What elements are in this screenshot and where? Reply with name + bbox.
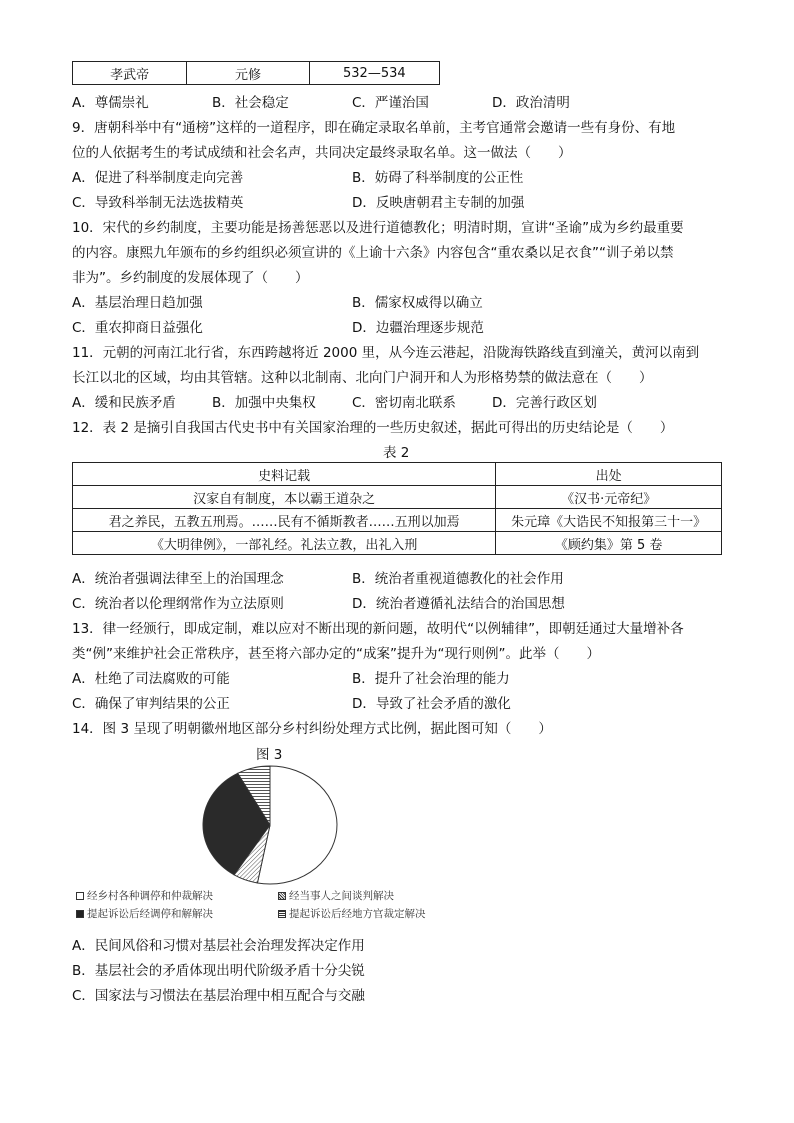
legend-swatch-hatched — [278, 892, 286, 900]
q9-option-b: B．妨碍了科举制度的公正性 — [352, 170, 524, 186]
q13-option-d: D．导致了社会矛盾的激化 — [352, 696, 511, 712]
q10-stem-line-1: 10．宋代的乡约制度，主要功能是扬善惩恶以及进行道德教化；明清时期，宣讲“圣谕”成为乡约最重要 — [72, 220, 684, 236]
history-table — [72, 462, 722, 555]
q14-option-b: B．基层社会的矛盾体现出明代阶级矛盾十分尖锐 — [72, 963, 365, 979]
legend-item-4: 提起诉讼后经地方官裁定解决 — [278, 906, 426, 921]
q12-option-d: D．统治者遵循礼法结合的治国思想 — [352, 596, 565, 612]
q8-option-c: C．严谨治国 — [352, 95, 429, 111]
legend-item-2: 经当事人之间谈判解决 — [278, 888, 394, 903]
table-row — [73, 509, 722, 532]
q12-option-c: C．统治者以伦理纲常作为立法原则 — [72, 596, 284, 612]
table-row — [73, 62, 440, 85]
q10-option-a: A．基层治理日趋加强 — [72, 295, 203, 311]
q11-option-c: C．密切南北联系 — [352, 395, 456, 411]
q12-option-b: B．统治者重视道德教化的社会作用 — [352, 571, 564, 587]
q10-stem-line-3: 非为”。乡约制度的发展体现了（ ） — [72, 270, 309, 286]
q8-option-d: D．政治清明 — [492, 95, 570, 111]
q10-stem-line-2: 的内容。康熙九年颁布的乡约组织必须宣讲的《上谕十六条》内容包含“重农桑以足衣食”“训子弟以禁 — [72, 245, 674, 261]
q14-option-c: C．国家法与习惯法在基层治理中相互配合与交融 — [72, 988, 365, 1004]
table-row — [73, 532, 722, 555]
table-cell: 532—534 — [309, 62, 439, 85]
table-cell: 汉家自有制度，本以霸王道杂之 — [73, 486, 496, 509]
q8-option-b: B．社会稳定 — [212, 95, 289, 111]
table-cell: 《汉书·元帝纪》 — [496, 486, 722, 509]
q9-stem-line-1: 9．唐朝科举中有“通榜”这样的一道程序，即在确定录取名单前，主考官通常会邀请一些有身份、有地 — [72, 120, 676, 136]
dynasty-table — [72, 61, 440, 85]
q13-stem-line-1: 13．律一经颁行，即成定制，难以应对不断出现的新问题，故明代“以例辅律”，即朝廷通过大量增补各 — [72, 621, 684, 637]
q13-stem-line-2: 类“例”来维护社会正常秩序，甚至将六部办定的“成案”提升为“现行则例”。此举（ ） — [72, 646, 600, 662]
figure-title: 图 3 — [256, 747, 283, 763]
q10-option-d: D．边疆治理逐步规范 — [352, 320, 484, 336]
table-cell: 孝武帝 — [73, 62, 187, 85]
q9-option-c: C．导致科举制无法选拔精英 — [72, 195, 244, 211]
q12-stem: 12．表 2 是摘引自我国古代史书中有关国家治理的一些历史叙述，据此可得出的历史结论是（ ） — [72, 420, 674, 436]
table-cell: 《顾约集》第 5 卷 — [496, 532, 722, 555]
q14-option-a: A．民间风俗和习惯对基层社会治理发挥决定作用 — [72, 938, 365, 954]
q11-option-d: D．完善行政区划 — [492, 395, 597, 411]
legend-item-1: 经乡村各种调停和仲裁解决 — [76, 888, 213, 903]
q9-stem-line-2: 位的人依据考生的考试成绩和社会名声，共同决定最终录取名单。这一做法（ ） — [72, 145, 572, 161]
legend-item-3: 提起诉讼后经调停和解解决 — [76, 906, 213, 921]
q13-option-c: C．确保了审判结果的公正 — [72, 696, 230, 712]
q11-stem-line-2: 长江以北的区域，均由其管辖。这种以北制南、北向门户洞开和人为形格势禁的做法意在（ ） — [72, 370, 653, 386]
table-cell: 朱元璋《大诰民不知报第三十一》 — [496, 509, 722, 532]
table-cell: 君之养民，五教五刑焉。……民有不循斯教者……五刑以加焉 — [73, 509, 496, 532]
table-cell: 《大明律例》，一部礼经。礼法立教，出礼入刑 — [73, 532, 496, 555]
q8-option-a: A．尊儒崇礼 — [72, 95, 149, 111]
q11-stem-line-1: 11．元朝的河南江北行省，东西跨越将近 2000 里，从今连云港起，沿陇海铁路线直到潼关，黄河以南到 — [72, 345, 700, 361]
legend-swatch-black — [76, 910, 84, 918]
q11-option-a: A．缓和民族矛盾 — [72, 395, 176, 411]
q9-option-a: A．促进了科举制度走向完善 — [72, 170, 244, 186]
q10-option-b: B．儒家权威得以确立 — [352, 295, 483, 311]
table-header: 出处 — [496, 463, 722, 486]
q9-option-d: D．反映唐朝君主专制的加强 — [352, 195, 525, 211]
q12-option-a: A．统治者强调法律至上的治国理念 — [72, 571, 284, 587]
table-row — [73, 486, 722, 509]
table-title: 表 2 — [383, 445, 410, 461]
legend-swatch-striped — [278, 910, 286, 918]
q13-option-b: B．提升了社会治理的能力 — [352, 671, 510, 687]
q13-option-a: A．杜绝了司法腐败的可能 — [72, 671, 230, 687]
legend-swatch-white — [76, 892, 84, 900]
q14-stem: 14．图 3 呈现了明朝徽州地区部分乡村纠纷处理方式比例，据此图可知（ ） — [72, 721, 552, 737]
q11-option-b: B．加强中央集权 — [212, 395, 316, 411]
q10-option-c: C．重农抑商日益强化 — [72, 320, 203, 336]
table-header-row — [73, 463, 722, 486]
table-cell: 元修 — [187, 62, 309, 85]
table-header: 史料记载 — [73, 463, 496, 486]
